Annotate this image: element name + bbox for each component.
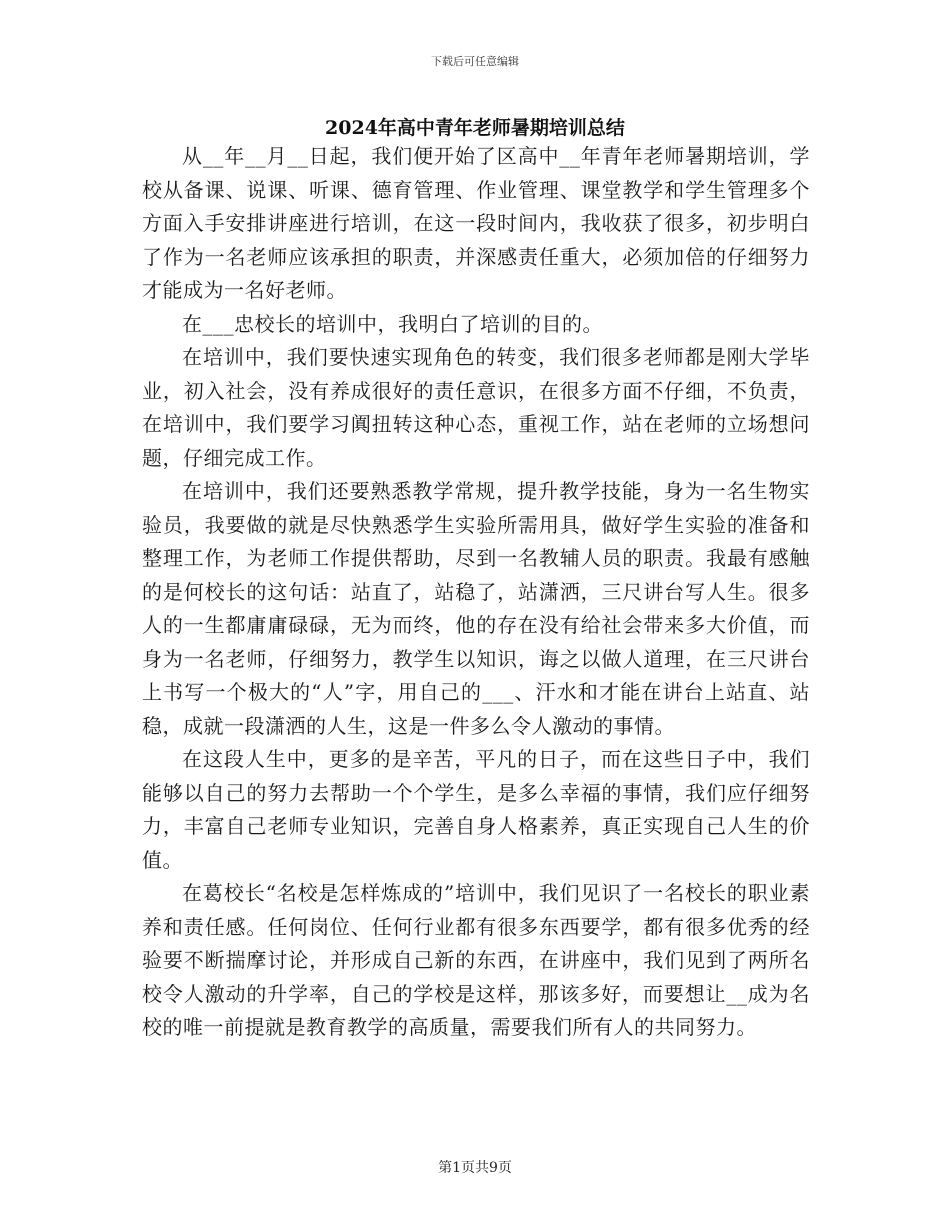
paragraph-teaching-routine: 在培训中，我们还要熟悉教学常规，提升教学技能，身为一名生物实验员，我要做的就是尽快熟悉学生实验所需用具，做好学生实验的准备和整理工作，为老师工作提供帮助，尽到一名教辅人员的职责。我最有感触的是何校长的这句话：站直了，站稳了，站潇洒，三尺讲台写人生。很多人的一生都庸庸碌碌，无为而终，他的存在没有给社会带来多大价值，而身为一名老师，仔细努力，教学生以知识，诲之以做人道理，在三尺讲台上书写一个极大的“人”字，用自己的___、汗水和才能在讲台上站直、站稳，成就一段潇洒的人生，这是一件多么令人激动的事情。 bbox=[142, 479, 810, 738]
document-title: 2024年高中青年老师暑期培训总结 bbox=[325, 117, 625, 139]
paragraph-role-change: 在培训中，我们要快速实现角色的转变，我们很多老师都是刚大学毕业，初入社会，没有养成很好的责任意识，在很多方面不仔细，不负责，在培训中，我们要学习阗扭转这种心态，重视工作，站在老师的立场想问题，仔细完成工作。 bbox=[142, 345, 810, 470]
download-note: 下载后可任意编辑 bbox=[431, 55, 519, 68]
paragraph-intro: 从__年__月__日起，我们便开始了区高中__年青年老师暑期培训，学校从备课、说课、听课、德育管理、作业管理、课堂教学和学生管理多个方面入手安排讲座进行培训，在这一段时间内，我收获了很多，初步明白了作为一名老师应该承担的职责，并深感责任重大，必须加倍的仔细努力才能成为一名好老师。 bbox=[142, 144, 810, 302]
paragraph-famous-school: 在葛校长“名校是怎样炼成的”培训中，我们见识了一名校长的职业素养和责任感。任何岗位、任何行业都有很多东西要学，都有很多优秀的经验要不断揣摩讨论，并形成自己新的东西，在讲座中，我们见到了两所名校令人激动的升学率，自己的学校是这样，那该多好，而要想让__成为名校的唯一前提就是教育教学的高质量，需要我们所有人的共同努力。 bbox=[142, 881, 810, 1039]
document-body bbox=[142, 140, 810, 1045]
page-number: 第1页共9页 bbox=[438, 1160, 512, 1176]
paragraph-life-value: 在这段人生中，更多的是辛苦，平凡的日子，而在这些日子中，我们能够以自己的努力去帮助一个个学生，是多么幸福的事情，我们应仔细努力，丰富自己老师专业知识，完善自身人格素养，真正实现自己人生的价值。 bbox=[142, 747, 810, 872]
paragraph-training-purpose: 在___忠校长的培训中，我明白了培训的目的。 bbox=[182, 311, 603, 336]
